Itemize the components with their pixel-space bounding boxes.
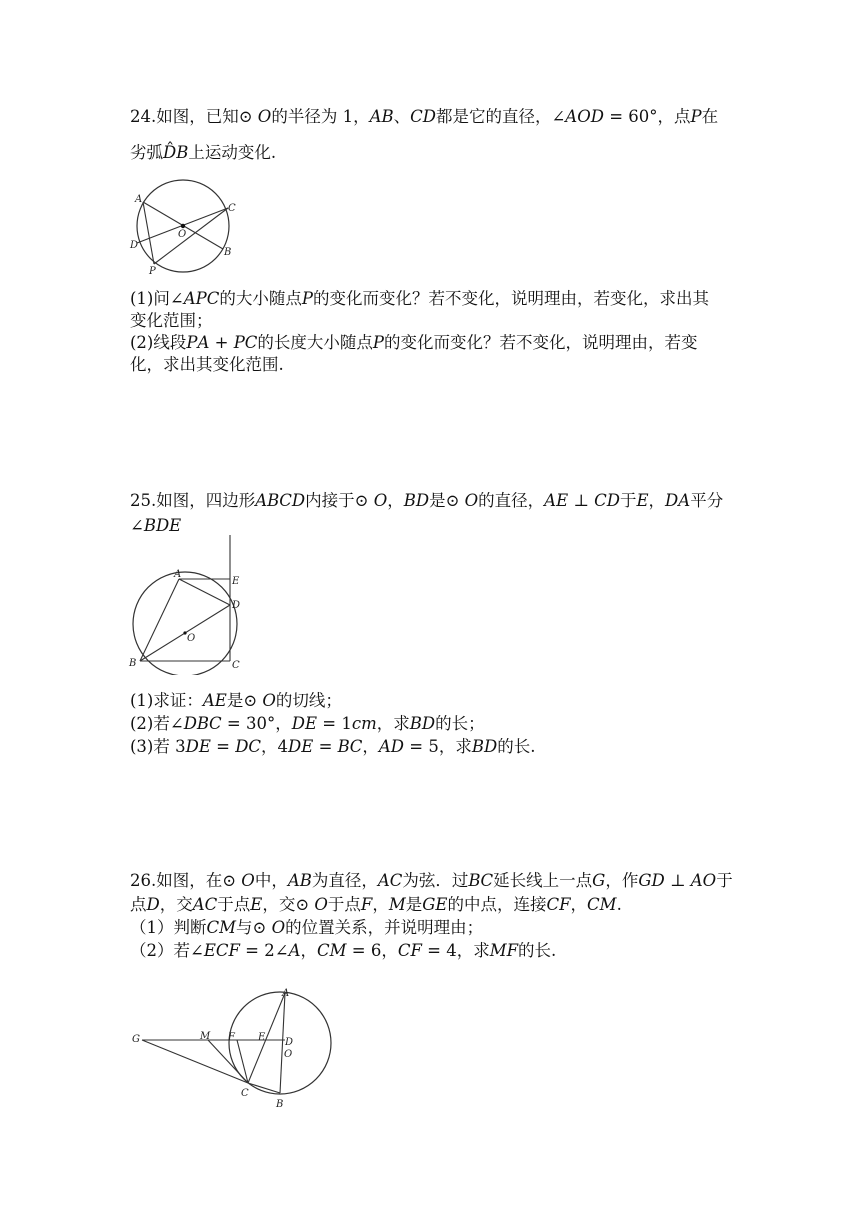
q24-label-b: B <box>224 247 232 258</box>
q26-stem-line2: 点𝐷，交𝐴𝐶于点𝐸，交⊙ 𝑂于点𝐹，𝑀是𝐺𝐸的中点，连接𝐶𝐹，𝐶𝑀. <box>130 895 622 914</box>
q25-circle-figure <box>126 535 256 675</box>
q26-label-g: G <box>132 1034 140 1045</box>
q24-part1-line1: (1)问∠𝐴𝑃𝐶的大小随点𝑃的变化而变化？若不变化，说明理由，若变化，求出其 <box>130 289 709 308</box>
q26-label-o: O <box>284 1049 293 1060</box>
q24-stem-line1: 24.如图，已知⊙ 𝑂的半径为 1，𝐴𝐵、𝐶𝐷都是它的直径，∠𝐴𝑂𝐷 = 60°，点𝑃在 <box>130 107 719 126</box>
q24-part2-line2: 化，求出其变化范围. <box>130 355 284 374</box>
q25-part1: (1)求证：𝐴𝐸是⊙ 𝑂的切线； <box>130 691 342 710</box>
q24-label-p: P <box>149 266 156 277</box>
q26-label-a: A <box>282 988 290 999</box>
q25-stem-line1: 25.如图，四边形𝐴𝐵𝐶𝐷内接于⊙ 𝑂，𝐵𝐷是⊙ 𝑂的直径，𝐴𝐸 ⊥ 𝐶𝐷于𝐸，𝐷𝐴平分 <box>130 491 724 510</box>
q26-part2: （2）若∠𝐸𝐶𝐹 = 2∠𝐴，𝐶𝑀 = 6，𝐶𝐹 = 4，求𝑀𝐹的长. <box>130 941 557 960</box>
q26-part1: （1）判断𝐶𝑀与⊙ 𝑂的位置关系，并说明理由； <box>130 918 484 937</box>
q26-label-m: M <box>200 1031 211 1042</box>
q25-label-o: O <box>187 633 196 644</box>
q24-label-a: A <box>135 194 143 205</box>
q26-label-f: F <box>228 1032 235 1043</box>
q25-label-d: D <box>232 600 241 611</box>
q25-part3: (3)若 3𝐷𝐸 = 𝐷𝐶，4𝐷𝐸 = 𝐵𝐶，𝐴𝐷 = 5，求𝐵𝐷的长. <box>130 737 536 756</box>
q25-label-e: E <box>232 576 240 587</box>
q26-label-b: B <box>276 1099 284 1110</box>
q24-circle-figure <box>128 178 248 278</box>
q26-circle-figure <box>128 985 348 1115</box>
q24-label-d: D <box>130 240 139 251</box>
q24-label-c: C <box>228 203 236 214</box>
q24-part2-line1: (2)线段𝑃𝐴 + 𝑃𝐶的长度大小随点𝑃的变化而变化？若不变化，说明理由，若变 <box>130 333 698 352</box>
q24-part1-line2: 变化范围； <box>130 311 213 330</box>
q24-label-o: O <box>178 229 187 240</box>
q26-stem-line1: 26.如图，在⊙ 𝑂中，𝐴𝐵为直径，𝐴𝐶为弦．过𝐵𝐶延长线上一点𝐺，作𝐺𝐷 ⊥ 𝐴𝑂于 <box>130 871 733 890</box>
q26-label-e: E <box>258 1032 266 1043</box>
q25-part2: (2)若∠𝐷𝐵𝐶 = 30°，𝐷𝐸 = 1𝑐𝑚，求𝐵𝐷的长； <box>130 714 485 733</box>
q26-label-c: C <box>241 1088 249 1099</box>
q26-label-d: D <box>285 1037 294 1048</box>
q25-label-a: A <box>174 569 182 580</box>
q25-label-b: B <box>129 658 137 669</box>
q25-stem-line2: ∠𝐵𝐷𝐸 <box>130 516 182 535</box>
q25-label-c: C <box>232 660 240 671</box>
q24-stem-line2: 劣弧𝐷̂𝐵上运动变化. <box>130 143 277 162</box>
